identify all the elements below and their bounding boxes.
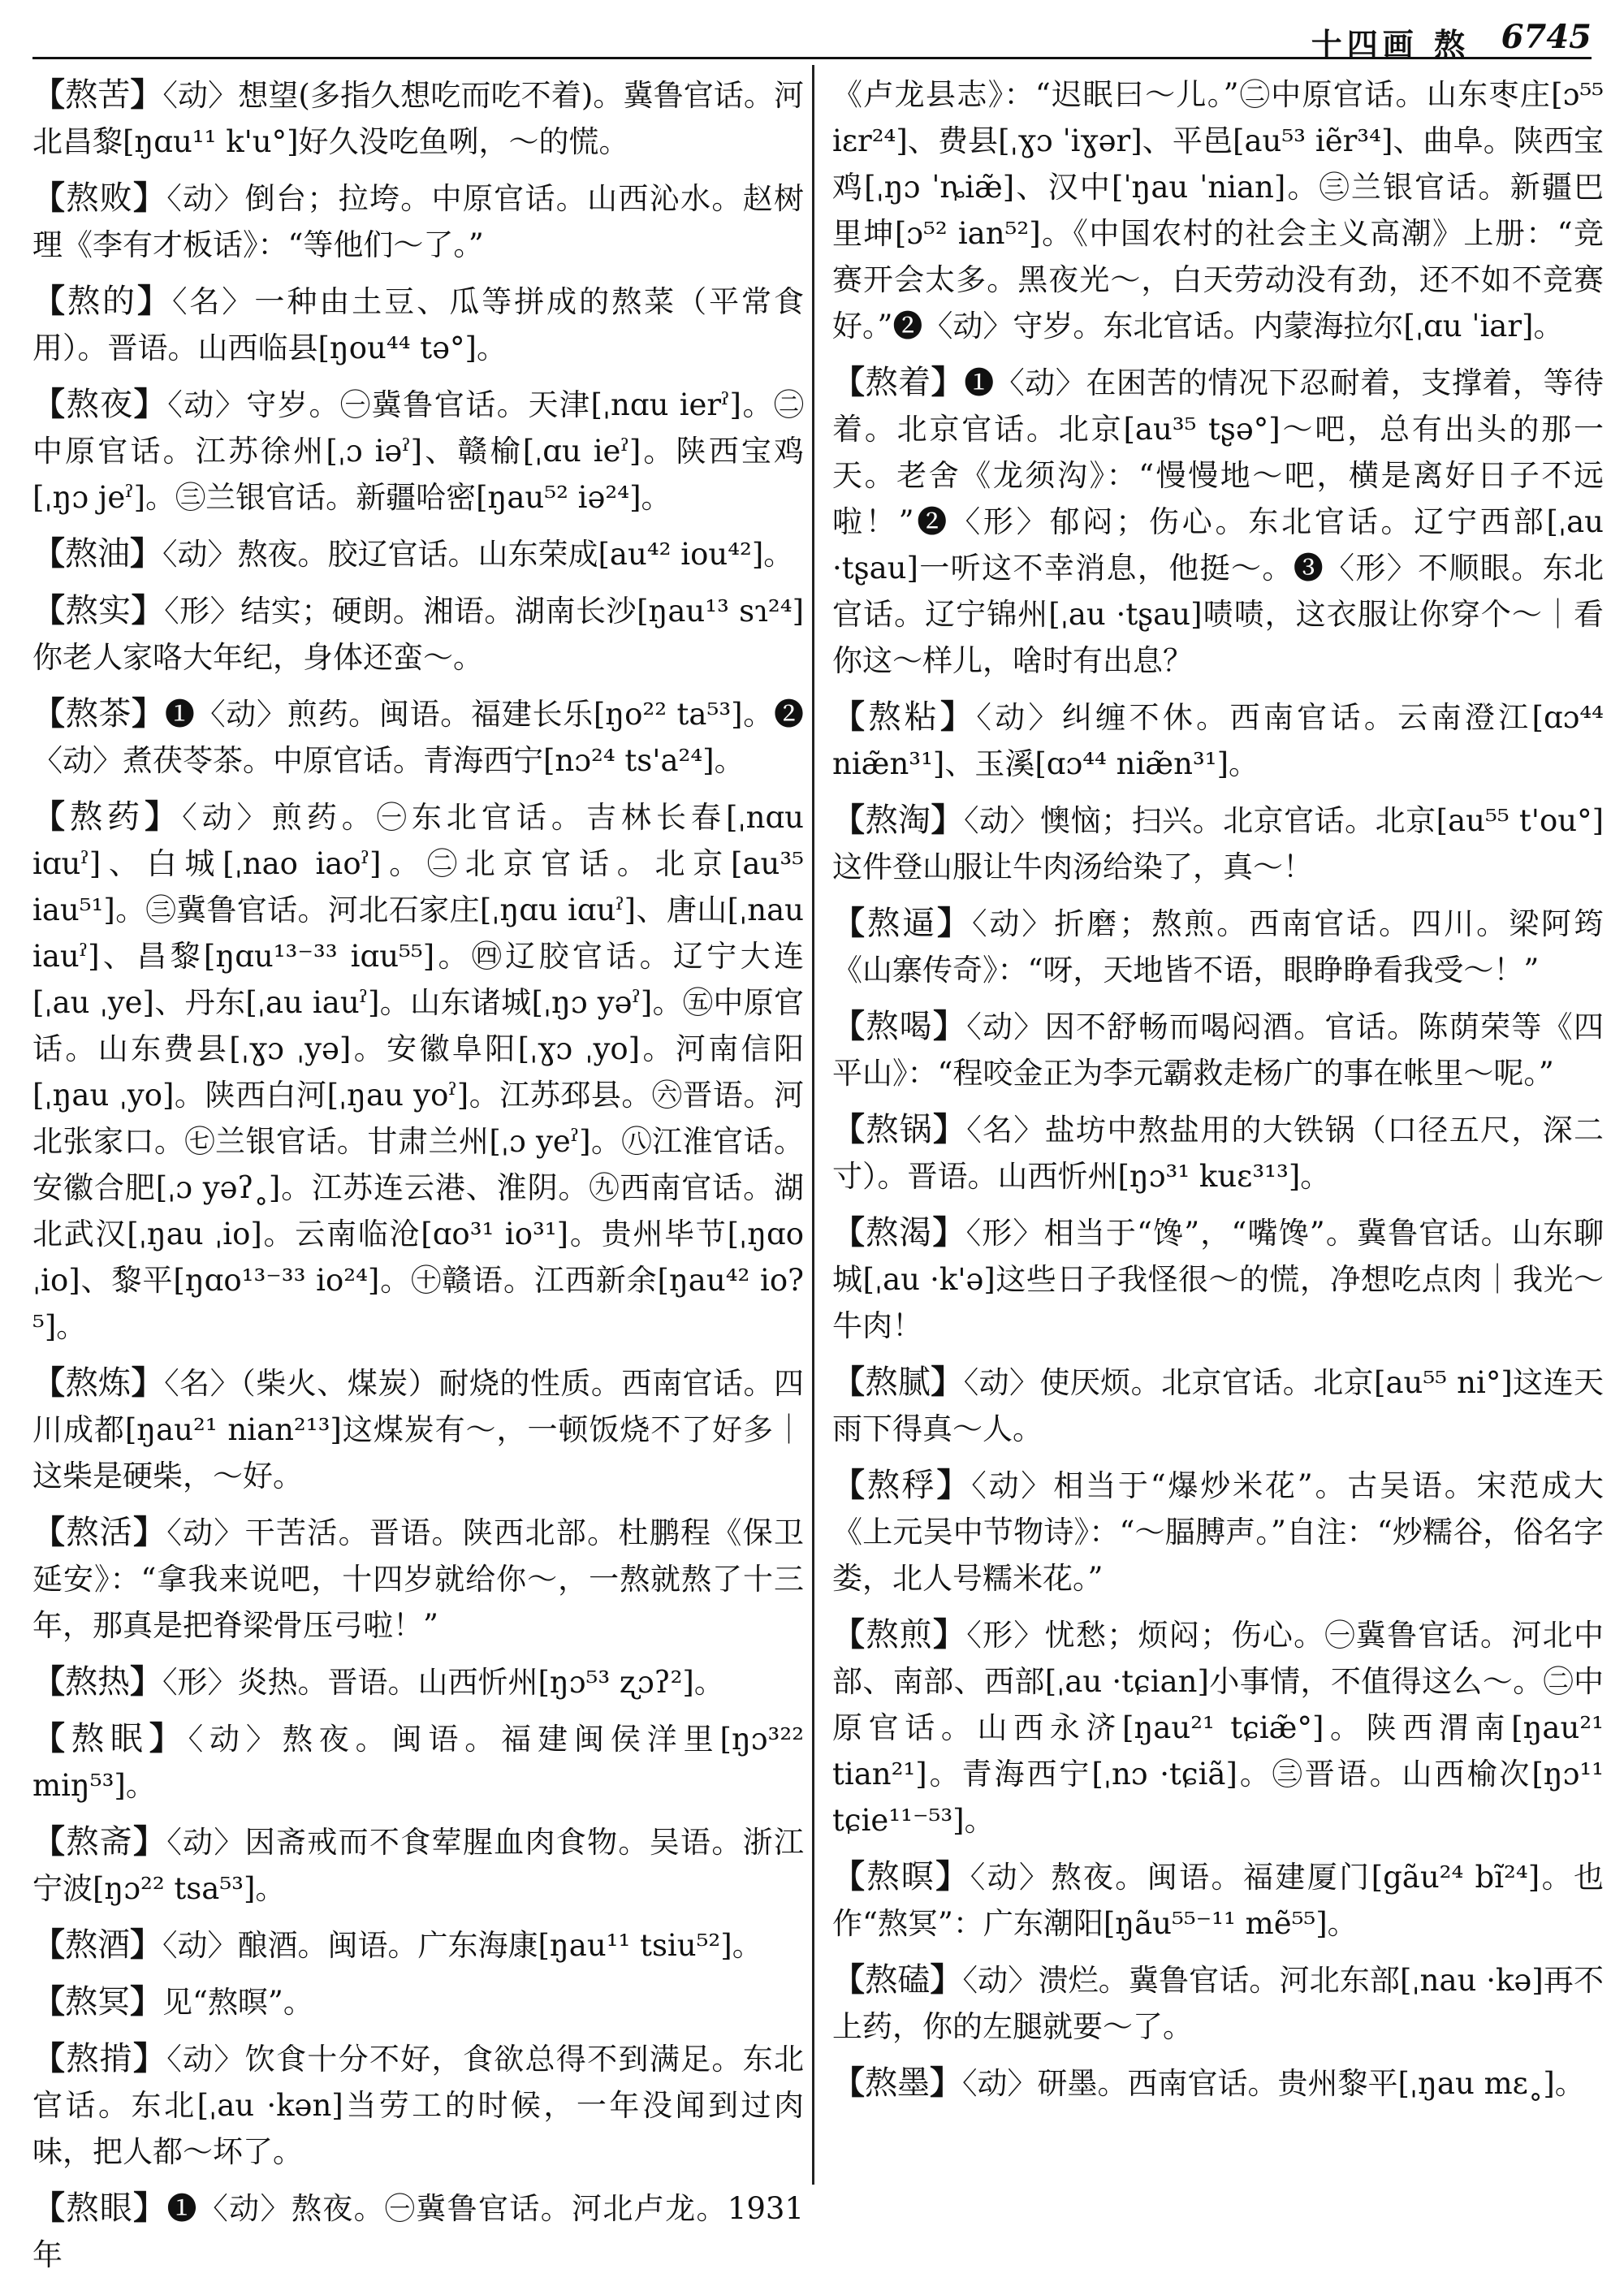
dictionary-entry: [832, 1359, 1604, 1452]
entry-definition: 〈动〉因斋戒而不食荤腥血肉食物。吴语。浙江宁波[ŋɔ²² tsa⁵³]。: [32, 1825, 804, 1906]
entry-definition: 〈动〉研墨。西南官话。贵州黎平[ˌŋau mɛ˳]。: [962, 2066, 1585, 2101]
entry-headword: 【熬粘】: [832, 698, 977, 736]
entry-headword: 【熬煎】: [832, 1615, 967, 1653]
entry-definition: ❶〈动〉在困苦的情况下忍耐着，支撑着，等待着。北京官话。北京[au³⁵ tʂə°]～吧，总有出头的那一天。老舍《龙须沟》：“慢慢地～吧，横是离好日子不远啦！”❷〈形〉郁闷；伤心。东北官话。辽宁西部[ˌau ·tʂau]一听这不幸消息，他挺～。❸〈形〉不顺眼。东北官话。辽宁锦州[ˌau ·tʂau]啧啧，这衣服让你穿个～｜看你这～样儿，啥时有出息？: [832, 365, 1605, 678]
entry-definition: 〈动〉守岁。㊀冀鲁官话。天津[ˌnɑu ierˀ]。㊁中原官话。江苏徐州[ˌɔ iəˀ]、赣榆[ˌɑu ieˀ]。陕西宝鸡[ˌŋɔ jeˀ]。㊂兰银官话。新疆哈密[ŋau⁵² iə²⁴]。: [32, 387, 805, 515]
dictionary-entry: [32, 2035, 804, 2175]
entry-headword: 【熬锅】: [832, 1110, 967, 1148]
entry-headword: 【熬药】: [32, 798, 183, 836]
dictionary-entry: [832, 1003, 1604, 1096]
entry-headword: 【熬稃】: [832, 1466, 972, 1504]
entry-headword: 【熬活】: [32, 1513, 167, 1551]
dictionary-entry: [832, 1462, 1604, 1602]
page-number: 6745: [1501, 18, 1592, 56]
entry-headword: 【熬掯】: [32, 2039, 167, 2077]
headword-text: 熬酒: [65, 1926, 130, 1964]
dictionary-entry: [832, 1106, 1604, 1200]
dictionary-entry: [32, 587, 804, 681]
dictionary-entry: [832, 359, 1604, 684]
entry-definition: 〈动〉相当于“爆炒米花”。古吴语。宋范成大《上元吴中节物诗》：“～腷膊声。”自注：“炒糯谷，俗名字娄，北人号糯米花。”: [832, 1468, 1605, 1596]
headword-text: 熬墨: [865, 2064, 930, 2102]
dictionary-entry: [832, 797, 1604, 890]
headword-text: 熬斋: [66, 1823, 133, 1861]
headword-text: 熬锅: [866, 1111, 933, 1148]
entry-headword: 【熬逼】: [832, 904, 972, 942]
entry-definition: 〈动〉因不舒畅而喝闷酒。官话。陈荫荣等《四平山》：“程咬金正为李元霸救走杨广的事在帐里～呢。”: [832, 1009, 1604, 1091]
running-head: [32, 15, 1592, 63]
dictionary-entry: [832, 1853, 1604, 1947]
dictionary-entry: [832, 2060, 1604, 2107]
entry-definition: 〈动〉熬夜。闽语。福建闽侯洋里[ŋɔ³²² miŋ⁵³]。: [32, 1722, 805, 1803]
headword-text: 熬腻: [865, 1364, 931, 1401]
dictionary-entry: [32, 690, 804, 784]
entry-definition: 〈动〉折磨；熬煎。西南官话。四川。梁阿筠《山寨传奇》：“呀，天地皆不语，眼睁睁看我受～！”: [832, 906, 1605, 988]
entry-definition: 〈动〉懊恼；扫兴。北京官话。北京[au⁵⁵ t'ou°]这件登山服让牛肉汤给染了，真～！: [832, 803, 1605, 884]
headword-text: 熬着: [865, 364, 931, 401]
entry-headword: 【熬淘】: [832, 801, 965, 839]
dictionary-entry: [32, 793, 804, 1350]
entry-headword: 【熬眼】: [32, 2189, 167, 2227]
right-column: [832, 71, 1604, 2183]
dictionary-entry: [32, 278, 804, 371]
dictionary-entry: [32, 530, 804, 577]
dictionary-entry: [832, 694, 1604, 787]
dictionary-entry: [832, 1956, 1604, 2050]
headword-text: 熬败: [66, 179, 133, 217]
headword-text: 熬稃: [866, 1467, 937, 1504]
entry-definition: 〈动〉溃烂。冀鲁官话。河北东部[ˌnau ·kə]再不上药，你的左腿就要～了。: [832, 1963, 1605, 2044]
dictionary-entry: [32, 2185, 804, 2278]
dictionary-entry: [32, 1818, 804, 1912]
dictionary-entry: [32, 1921, 804, 1969]
entry-definition: 〈形〉相当于“馋”，“嘴馋”。冀鲁官话。山东聊城[ˌau ·k'ə]这些日子我怪很～的慌，净想吃点肉｜我光～牛肉！: [832, 1216, 1605, 1343]
headword-text: 熬掯: [66, 2040, 133, 2077]
dictionary-entry: [832, 1611, 1604, 1844]
entry-headword: 【熬渴】: [832, 1213, 966, 1251]
headword-text: 熬冥: [65, 1983, 130, 2021]
entry-definition: ❶〈动〉煎药。闽语。福建长乐[ŋo²² ta⁵³]。❷〈动〉煮茯苓茶。中原官话。青海西宁[nɔ²⁴ ts'a²⁴]。: [32, 697, 805, 778]
entry-definition: 〈动〉想望(多指久想吃而吃不着)。冀鲁官话。河北昌黎[ŋɑu¹¹ k'u°]好久没吃鱼咧，～的慌。: [32, 78, 805, 159]
headword-text: 熬药: [70, 798, 145, 836]
headword-text: 熬茶: [65, 695, 132, 733]
dictionary-entry: [832, 1209, 1604, 1349]
entry-definition: 见“熬暝”。: [162, 1985, 313, 2020]
entry-headword: 【熬喝】: [832, 1007, 967, 1045]
entry-definition: 〈动〉煎药。㊀东北官话。吉林长春[ˌnɑu iɑuˀ]、白城[ˌnao iaoˀ]。㊁北京官话。北京[au³⁵ iau⁵¹]。㊂冀鲁官话。河北石家庄[ˌŋɑu iɑuˀ]、唐山[ˌnau iauˀ]、昌黎[ŋɑu¹³⁻³³ iɑu⁵⁵]。㊃辽胶官话。辽宁大连[ˌau ˌye]、丹东[ˌau iauˀ]。山东诸城[ˌŋɔ yəˀ]。㊄中原官话。山东费县[ˌɣɔ ˌyə]。安徽阜阳[ˌɣɔ ˌyo]。河南信阳[ˌŋau ˌyo]。陕西白河[ˌŋau yoˀ]。江苏邳县。㊅晋语。河北张家口。㊆兰银官话。甘肃兰州[ˌɔ yeˀ]。㊇江淮官话。安徽合肥[ˌɔ yəʔ˳]。江苏连云港、淮阴。㊈西南官话。湖北武汉[ˌŋau ˌio]。云南临沧[ɑo³¹ io³¹]。贵州毕节[ˌŋɑo ˌio]、黎平[ŋɑo¹³⁻³³ io²⁴]。㊉赣语。江西新余[ŋau⁴² io?⁵]。: [32, 800, 805, 1344]
entry-headword: 【熬墨】: [832, 2064, 962, 2102]
entry-headword: 【熬眠】: [32, 1719, 188, 1757]
dictionary-entry: [832, 900, 1604, 993]
entry-headword: 【熬的】: [32, 282, 172, 320]
dictionary-entry: [32, 1509, 804, 1649]
headword-text: 熬油: [65, 535, 130, 573]
headword-text: 熬热: [65, 1663, 130, 1701]
headword-text: 熬喝: [866, 1008, 933, 1045]
dictionary-entry: [32, 381, 804, 521]
entry-headword: 【熬夜】: [32, 385, 168, 423]
entry-definition: 〈形〉炎热。晋语。山西忻州[ŋɔ⁵³ ʐɔʔ²]。: [162, 1665, 724, 1700]
entry-headword: 【熬茶】: [32, 694, 165, 733]
headword-text: 熬实: [65, 592, 132, 629]
headword-text: 熬炼: [65, 1364, 132, 1402]
entry-headword: 【熬败】: [32, 179, 167, 217]
entry-definition: 〈名〉（柴火、煤炭）耐烧的性质。西南官话。四川成都[ŋau²¹ nian²¹³]这煤炭有～，一顿饭烧不了好多｜这柴是硬柴，～好。: [32, 1366, 805, 1493]
dictionary-entry: [32, 1715, 804, 1809]
headword-text: 熬夜: [66, 386, 134, 423]
entry-headword: 【熬着】: [832, 363, 965, 401]
headword-text: 熬淘: [865, 802, 931, 839]
entry-headword: 【熬苦】: [32, 76, 163, 114]
dictionary-entry: [832, 71, 1604, 349]
entry-definition: 〈动〉饮食十分不好，食欲总得不到满足。东北官话。东北[ˌau ·kən]当劳工的时候，一年没闻到过肉味，把人都～坏了。: [32, 2042, 804, 2169]
dictionary-entry: [32, 1658, 804, 1705]
headword-text: 熬磕: [865, 1961, 931, 1999]
entry-definition: 〈名〉盐坊中熬盐用的大铁锅（口径五尺，深二寸）。晋语。山西忻州[ŋɔ³¹ kuɛ³¹³]。: [832, 1113, 1604, 1194]
entry-headword: 【熬酒】: [32, 1926, 162, 1964]
entry-definition: 〈动〉熬夜。胶辽官话。山东荣成[au⁴² iou⁴²]。: [162, 537, 794, 572]
headword-text: 熬眼: [66, 2189, 134, 2227]
entry-definition: 〈动〉倒台；拉垮。中原官话。山西沁水。赵树理《李有才板话》：“等他们～了。”: [32, 181, 804, 262]
section-title: 十四画 熬: [1311, 26, 1470, 63]
entry-headword: 【熬实】: [32, 591, 165, 629]
entry-headword: 【熬暝】: [832, 1857, 970, 1895]
entry-headword: 【熬热】: [32, 1662, 162, 1701]
entry-definition: 〈动〉熬夜。闽语。福建厦门[gãu²⁴ bĩ²⁴]。也作“熬冥”：广东潮阳[ŋãu⁵⁵⁻¹¹ mẽ⁵⁵]。: [832, 1860, 1604, 1941]
dictionary-entry: [32, 71, 804, 165]
entry-definition: 〈动〉使厌烦。北京官话。北京[au⁵⁵ ni°]这连天雨下得真～人。: [832, 1365, 1605, 1446]
entry-definition: 〈动〉干苦活。晋语。陕西北部。杜鹏程《保卫延安》：“拿我来说吧，十四岁就给你～，一熬就熬了十三年，那真是把脊梁骨压弓啦！”: [32, 1515, 804, 1643]
entry-headword: 【熬炼】: [32, 1364, 165, 1402]
headword-text: 熬逼: [866, 905, 937, 942]
entry-definition: 《卢龙县志》：“迟眠曰～儿。”㊁中原官话。山东枣庄[ɔ⁵⁵ iɛr²⁴]、费县[ˌɣɔ ˈiɣər]、平邑[au⁵³ iẽr³⁴]、曲阜。陕西宝鸡[ˌŋɔ ˈȵiæ̃]、汉中[ˈŋau ˈnian]。㊂兰银官话。新疆巴里坤[ɔ⁵² ian⁵²]。《中国农村的社会主义高潮》上册：“竞赛开会太多。黑夜光～，白天劳动没有劲，还不如不竞赛好。”❷〈动〉守岁。东北官话。内蒙海拉尔[ˌɑu ˈiar]。: [832, 77, 1604, 344]
entry-headword: 【熬斋】: [32, 1822, 167, 1861]
headword-text: 熬眠: [71, 1720, 149, 1757]
headword-text: 熬活: [66, 1514, 133, 1551]
column-divider: [812, 65, 814, 2185]
entry-headword: 【熬油】: [32, 534, 162, 573]
entry-definition: 〈形〉忧愁；烦闷；伤心。㊀冀鲁官话。河北中部、南部、西部[ˌau ·tɕian]小事情，不值得这么～。㊁中原官话。山西永济[ŋau²¹ tɕiæ̃°]。陕西渭南[ŋau²¹ tian²¹]。青海西宁[ˌnɔ ·tɕiã]。㊂晋语。山西榆次[ŋɔ¹¹ tɕie¹¹⁻⁵³]。: [832, 1618, 1604, 1838]
headword-text: 熬煎: [866, 1616, 933, 1653]
entry-definition: 〈名〉一种由土豆、瓜等拼成的熬菜（平常食用）。晋语。山西临县[ŋou⁴⁴ tə°]。: [32, 284, 805, 365]
dictionary-entry: [32, 175, 804, 268]
entry-definition: 〈形〉结实；硬朗。湘语。湖南长沙[ŋau¹³ sɿ²⁴]你老人家咯大年纪，身体还蛮～。: [32, 594, 805, 675]
headword-text: 熬的: [67, 283, 137, 320]
headword-text: 熬苦: [65, 76, 131, 114]
entry-definition: 〈动〉纠缠不休。西南官话。云南澄江[ɑɔ⁴⁴ niæ̃n³¹]、玉溪[ɑɔ⁴⁴ niæ̃n³¹]。: [832, 700, 1605, 781]
entry-headword: 【熬冥】: [32, 1982, 162, 2021]
dictionary-entry: [32, 1359, 804, 1499]
entry-headword: 【熬磕】: [832, 1960, 963, 1999]
headword-text: 熬渴: [866, 1214, 933, 1251]
left-column: [32, 71, 805, 2272]
headword-text: 熬暝: [866, 1858, 936, 1895]
entry-definition: ❶〈动〉熬夜。㊀冀鲁官话。河北卢龙。1931年: [32, 2191, 805, 2272]
dictionary-entry: [32, 1978, 804, 2025]
entry-headword: 【熬腻】: [832, 1363, 964, 1401]
headword-text: 熬粘: [868, 698, 941, 736]
entry-definition: 〈动〉酿酒。闽语。广东海康[ŋau¹¹ tsiu⁵²]。: [162, 1928, 762, 1963]
